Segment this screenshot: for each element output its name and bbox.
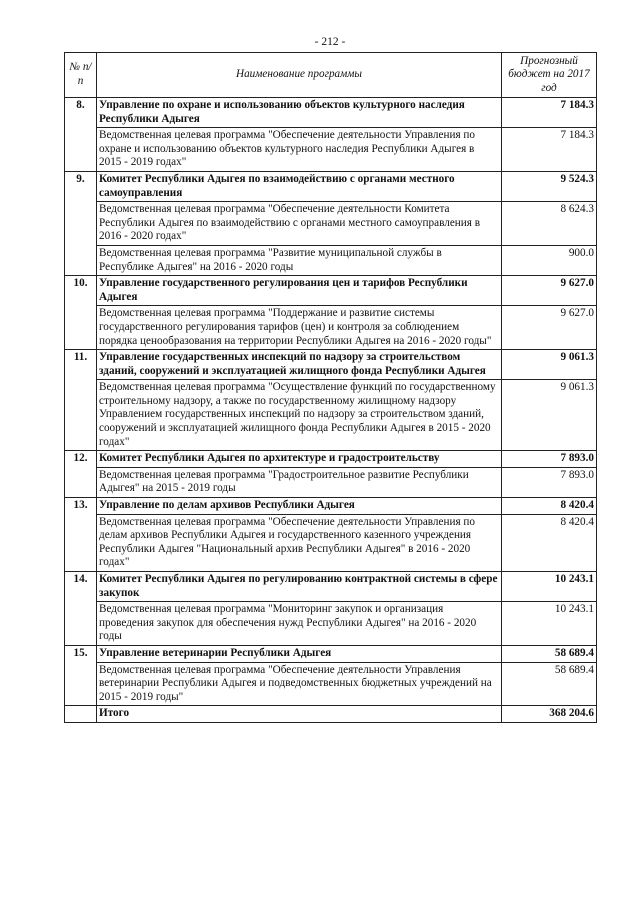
program-name: Ведомственная целевая программа "Обеспечение деятельности Управления по охране и использованию объектов культурного наследия Республики Адыгея в 2015 - 2019 годах" bbox=[97, 128, 502, 172]
program-name: Ведомственная целевая программа "Развитие муниципальной службы в Республике Адыгея" на 2016 - 2020 годы bbox=[97, 245, 502, 275]
program-name: Ведомственная целевая программа "Поддержание и развитие системы государственного регулирования тарифов (цен) и контроля за соблюдением порядка ценообразования на территории Республики Адыгея на 2016 - 2020 годы" bbox=[97, 306, 502, 350]
program-name: Ведомственная целевая программа "Осуществление функций по государственному строительному надзору, а также по государственному жилищному надзору Управлением государственных инспекций по надзору за строительством зданий, сооружений и эксплуатацией жилищного фонда Республики Адыгея в 2015 - 2020 годах" bbox=[97, 380, 502, 451]
program-name: Ведомственная целевая программа "Градостроительное развитие Республики Адыгея" на 2015 - 2019 годы bbox=[97, 467, 502, 497]
section-number: 13. bbox=[65, 498, 97, 572]
program-amount: 7 893.0 bbox=[502, 467, 597, 497]
program-name: Ведомственная целевая программа "Обеспечение деятельности Управления ветеринарии Республики Адыгея и подведомственных бюджетных учреждений на 2015 - 2019 годы" bbox=[97, 662, 502, 706]
program-amount: 7 184.3 bbox=[502, 128, 597, 172]
section-title: Управление государственного регулирования цен и тарифов Республики Адыгея bbox=[97, 276, 502, 306]
program-row bbox=[65, 602, 597, 646]
section-number: 14. bbox=[65, 572, 97, 646]
section-number: 8. bbox=[65, 98, 97, 172]
header-name: Наименование программы bbox=[97, 53, 502, 98]
section-number: 15. bbox=[65, 645, 97, 705]
program-amount: 8 420.4 bbox=[502, 514, 597, 571]
section-row bbox=[65, 98, 597, 128]
section-amount: 8 420.4 bbox=[502, 498, 597, 515]
program-row bbox=[65, 662, 597, 706]
section-amount: 58 689.4 bbox=[502, 645, 597, 662]
section-number: 11. bbox=[65, 350, 97, 451]
program-row bbox=[65, 202, 597, 246]
total-number-cell bbox=[65, 706, 97, 723]
section-number: 10. bbox=[65, 276, 97, 350]
total-label: Итого bbox=[97, 706, 502, 723]
table-body bbox=[65, 98, 597, 723]
budget-table bbox=[64, 52, 597, 723]
program-row bbox=[65, 245, 597, 275]
section-row bbox=[65, 350, 597, 380]
program-row bbox=[65, 380, 597, 451]
section-row bbox=[65, 171, 597, 201]
program-amount: 10 243.1 bbox=[502, 602, 597, 646]
section-title: Комитет Республики Адыгея по регулированию контрактной системы в сфере закупок bbox=[97, 572, 502, 602]
table-header-row bbox=[65, 53, 597, 98]
section-amount: 9 061.3 bbox=[502, 350, 597, 380]
section-row bbox=[65, 645, 597, 662]
section-title: Комитет Республики Адыгея по архитектуре и градостроительству bbox=[97, 451, 502, 468]
section-row bbox=[65, 572, 597, 602]
section-number: 12. bbox=[65, 451, 97, 498]
section-title: Управление по делам архивов Республики Адыгея bbox=[97, 498, 502, 515]
program-row bbox=[65, 306, 597, 350]
program-amount: 9 061.3 bbox=[502, 380, 597, 451]
section-row bbox=[65, 498, 597, 515]
total-amount: 368 204.6 bbox=[502, 706, 597, 723]
section-amount: 7 184.3 bbox=[502, 98, 597, 128]
section-title: Управление ветеринарии Республики Адыгея bbox=[97, 645, 502, 662]
program-name: Ведомственная целевая программа "Мониторинг закупок и организация проведения закупок для обеспечения нужд Республики Адыгея" на 2016 - 2020 годы bbox=[97, 602, 502, 646]
program-name: Ведомственная целевая программа "Обеспечение деятельности Комитета Республики Адыгея по взаимодействию с органами местного самоуправления в 2016 - 2020 годах" bbox=[97, 202, 502, 246]
section-title: Управление государственных инспекций по надзору за строительством зданий, сооружений и эксплуатацией жилищного фонда Республики Адыгея bbox=[97, 350, 502, 380]
program-amount: 8 624.3 bbox=[502, 202, 597, 246]
section-number: 9. bbox=[65, 171, 97, 275]
total-row bbox=[65, 706, 597, 723]
section-title: Комитет Республики Адыгея по взаимодействию с органами местного самоуправления bbox=[97, 171, 502, 201]
program-name: Ведомственная целевая программа "Обеспечение деятельности Управления по делам архивов Республики Адыгея и государственного казенного учреждения Республики Адыгея "Национальный архив Республики Адыгея" в 2016 - 2020 годах" bbox=[97, 514, 502, 571]
program-amount: 58 689.4 bbox=[502, 662, 597, 706]
section-row bbox=[65, 276, 597, 306]
section-amount: 9 627.0 bbox=[502, 276, 597, 306]
section-row bbox=[65, 451, 597, 468]
program-row bbox=[65, 467, 597, 497]
section-title: Управление по охране и использованию объектов культурного наследия Республики Адыгея bbox=[97, 98, 502, 128]
section-amount: 9 524.3 bbox=[502, 171, 597, 201]
program-row bbox=[65, 514, 597, 571]
section-amount: 7 893.0 bbox=[502, 451, 597, 468]
section-amount: 10 243.1 bbox=[502, 572, 597, 602]
program-row bbox=[65, 128, 597, 172]
header-num: № п/п bbox=[65, 53, 97, 98]
page-number: - 212 - bbox=[314, 36, 346, 48]
header-budget: Прогнозный бюджет на 2017 год bbox=[502, 53, 597, 98]
program-amount: 9 627.0 bbox=[502, 306, 597, 350]
program-amount: 900.0 bbox=[502, 245, 597, 275]
